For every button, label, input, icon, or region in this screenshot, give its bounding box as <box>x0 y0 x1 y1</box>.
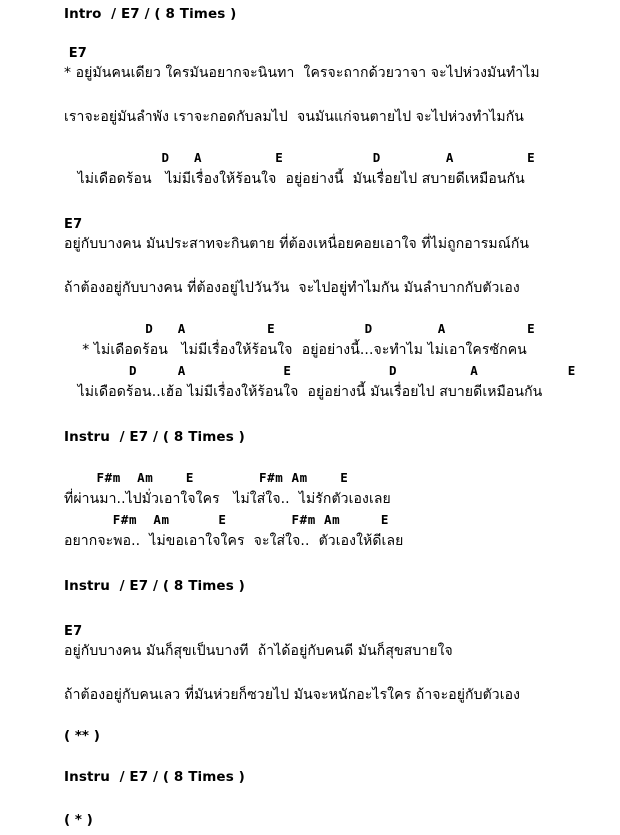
spacer <box>64 194 620 218</box>
lyric-line-instru1-a: ที่ผ่านมา..ไปมั่วเอาใจใคร ไม่ใส่ใจ.. ไม่รักตัวเองเลย <box>64 491 391 507</box>
lyric-line-chorus1: ไม่เดือดร้อน ไม่มีเรื่องให้ร้อนใจ อยู่อย่างนี้ มันเรื่อยไป สบายดีเหมือนกัน <box>64 171 525 187</box>
chord-row-chorus1: D A E D A E <box>64 150 536 165</box>
spacer <box>64 666 620 688</box>
chord-row-chorus2-b: D A E D A E <box>64 363 576 378</box>
section-heading-instru-2: Instru / E7 / ( 8 Times ) <box>64 578 245 594</box>
spacer <box>64 132 620 152</box>
repeat-marker-double-star: ( ** ) <box>64 728 100 744</box>
chord-row-chorus2-a: D A E D A E <box>64 321 536 336</box>
spacer <box>64 601 620 625</box>
lyric-line-chorus2-a: * ไม่เดือดร้อน ไม่มีเรื่องให้ร้อนใจ อยู่อย่างนี้...จะทำไม ไม่เอาใครซักคน <box>64 342 527 358</box>
spacer <box>64 259 620 281</box>
spacer <box>64 751 620 771</box>
lyric-line-instru1-b: อยากจะพอ.. ไม่ขอเอาใจใคร จะใส่ใจ.. ตัวเองให้ดีเลย <box>64 533 404 549</box>
chord-label-e7-verse2: E7 <box>64 217 83 232</box>
lyric-line-verse2-2: ถ้าต้องอยู่กับบางคน ที่ต้องอยู่ไปวันวัน จะไปอยู่ทำไมกัน มันลำบากกับตัวเอง <box>64 280 520 296</box>
section-heading-instru-1: Instru / E7 / ( 8 Times ) <box>64 429 245 445</box>
spacer <box>64 88 620 110</box>
spacer <box>64 29 620 47</box>
spacer <box>64 556 620 580</box>
chord-row-instru1-a: F#m Am E F#m Am E <box>64 470 349 485</box>
spacer <box>64 792 620 814</box>
lyric-line-verse3-2: ถ้าต้องอยู่กับคนเลว ที่มันห่วยก็ซวยไป มันจะหนักอะไรใคร ถ้าจะอยู่กับตัวเอง <box>64 687 521 703</box>
chord-row-instru1-b: F#m Am E F#m Am E <box>64 512 390 527</box>
section-heading-instru-3: Instru / E7 / ( 8 Times ) <box>64 769 245 785</box>
lyric-line-verse2-1: อยู่กับบางคน มันประสาทจะกินตาย ที่ต้องเหนื่อยคอยเอาใจ ที่ไม่ถูกอารมณ์กัน <box>64 236 530 252</box>
spacer <box>64 452 620 472</box>
section-heading-intro: Intro / E7 / ( 8 Times ) <box>64 6 237 22</box>
spacer <box>64 303 620 323</box>
lyric-line-verse3-1: อยู่กับบางคน มันก็สุขเป็นบางที ถ้าได้อยู่กับคนดี มันก็สุขสบายใจ <box>64 643 453 659</box>
chord-label-e7-verse3: E7 <box>64 624 83 639</box>
chord-label-e7-verse1: E7 <box>64 46 88 61</box>
spacer <box>64 710 620 730</box>
lyric-line-chorus2-b: ไม่เดือดร้อน..เฮ้อ ไม่มีเรื่องให้ร้อนใจ อยู่อย่างนี้ มันเรื่อยไป สบายดีเหมือนกัน <box>64 384 543 400</box>
repeat-marker-single-star: ( * ) <box>64 812 93 828</box>
lyric-line-verse1-2: เราจะอยู่มันลำพัง เราจะกอดกับลมไป จนมันแก่จนตายไป จะไปห่วงทำไมกัน <box>64 109 524 125</box>
lyric-line-verse1-1: * อยู่มันคนเดียว ใครมันอยากจะนินทา ใครจะถากด้วยวาจา จะไปห่วงมันทำไม <box>64 65 540 81</box>
spacer <box>64 407 620 431</box>
